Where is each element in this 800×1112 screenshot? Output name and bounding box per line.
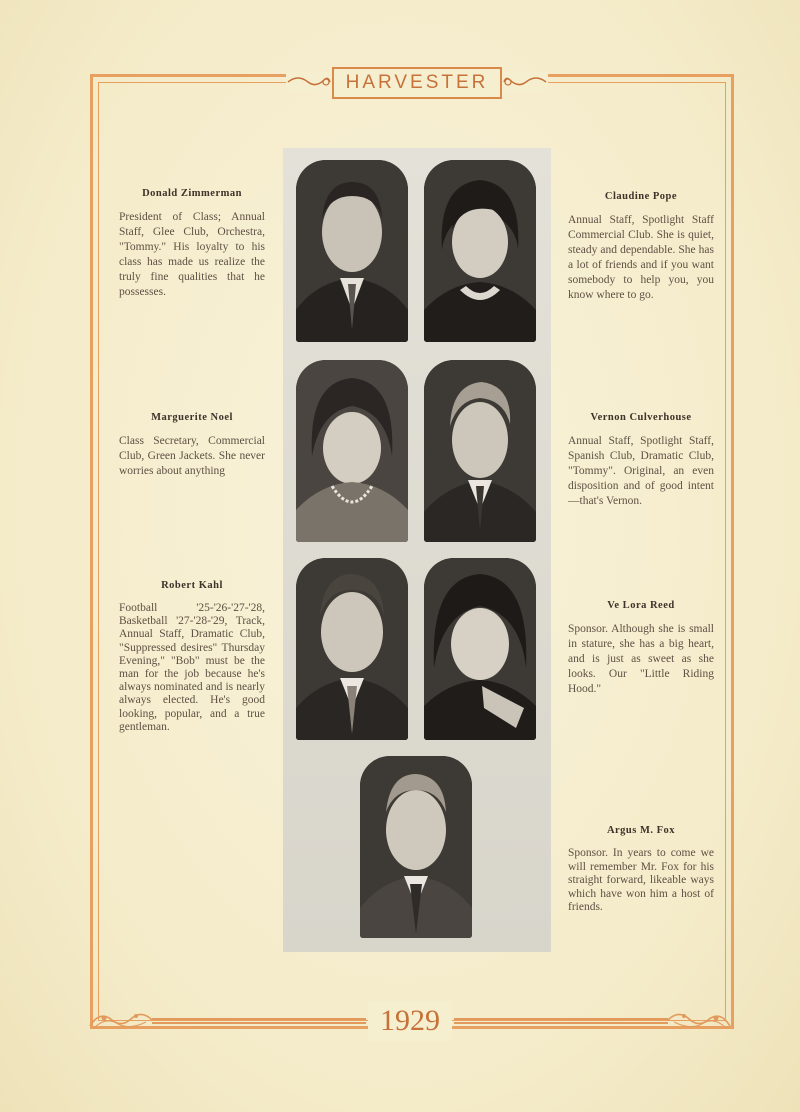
student-bio: Sponsor. Although she is small in stature, she has a big heart, and is just as sweet as she looks. Our "Little Riding Hood.": [568, 623, 714, 695]
portrait-donald-zimmerman: [296, 160, 408, 342]
bio-argus-fox: [568, 823, 714, 915]
student-name: Vernon Culverhouse: [590, 412, 692, 423]
student-bio: Sponsor. In years to come we will remember Mr. Fox for his straight forward, likeable ways which have won him a host of friends.: [568, 847, 714, 913]
student-name: Ve Lora Reed: [607, 600, 675, 611]
student-name: Donald Zimmerman: [142, 188, 242, 199]
bio-claudine-pope: [568, 189, 714, 303]
bio-donald-zimmerman: [119, 186, 265, 300]
header-scroll-ornament-left: [286, 72, 332, 92]
student-bio: Annual Staff, Spotlight Staff, Spanish Club, Dramatic Club, "Tommy". Original, an even disposition and of good intent—that's Vernon.: [568, 435, 714, 507]
footer-flourish-right-icon: [664, 1006, 734, 1032]
portrait-vernon-culverhouse: [424, 360, 536, 542]
footer-year: 1929: [368, 1001, 452, 1041]
portrait-ve-lora-reed: [424, 558, 536, 740]
student-name: Argus M. Fox: [606, 825, 676, 836]
student-name: Marguerite Noel: [151, 412, 233, 423]
student-bio: Annual Staff, Spotlight Staff Commercial Club. She is quiet, steady and dependable. She has a lot of friends and if you want somebody to help you, you know where to go.: [568, 214, 714, 301]
header-scroll-ornament-right: [502, 72, 548, 92]
student-bio: President of Class; Annual Staff, Glee Club, Orchestra, "Tommy." His loyalty to his class has made us realize the truly fine qualities that he possesses.: [119, 211, 265, 298]
bio-vernon-culverhouse: [568, 410, 714, 509]
student-bio: Football '25-'26-'27-'28, Basketball '27-'28-'29, Track, Annual Staff, Dramatic Club, "Suppressed desires" Thursday Evening," "Bob" must be the man for the job because he's always nominated and is nearly always elected. He's good looking, popular, and a true gentleman.: [119, 602, 265, 733]
page-title: HARVESTER: [332, 67, 502, 99]
bio-robert-kahl: [119, 578, 265, 734]
footer-rule-right: [454, 1018, 668, 1024]
portrait-robert-kahl: [296, 558, 408, 740]
student-name: Claudine Pope: [604, 191, 678, 202]
student-name: Robert Kahl: [161, 580, 223, 591]
bio-ve-lora-reed: [568, 598, 714, 697]
bio-marguerite-noel: [119, 410, 265, 479]
student-bio: Class Secretary, Commercial Club, Green Jackets. She never worries about anything: [119, 435, 265, 477]
portrait-argus-fox: [360, 756, 472, 938]
portrait-marguerite-noel: [296, 360, 408, 542]
footer-flourish-left-icon: [86, 1006, 156, 1032]
portrait-claudine-pope: [424, 160, 536, 342]
footer-rule-left: [152, 1018, 366, 1024]
